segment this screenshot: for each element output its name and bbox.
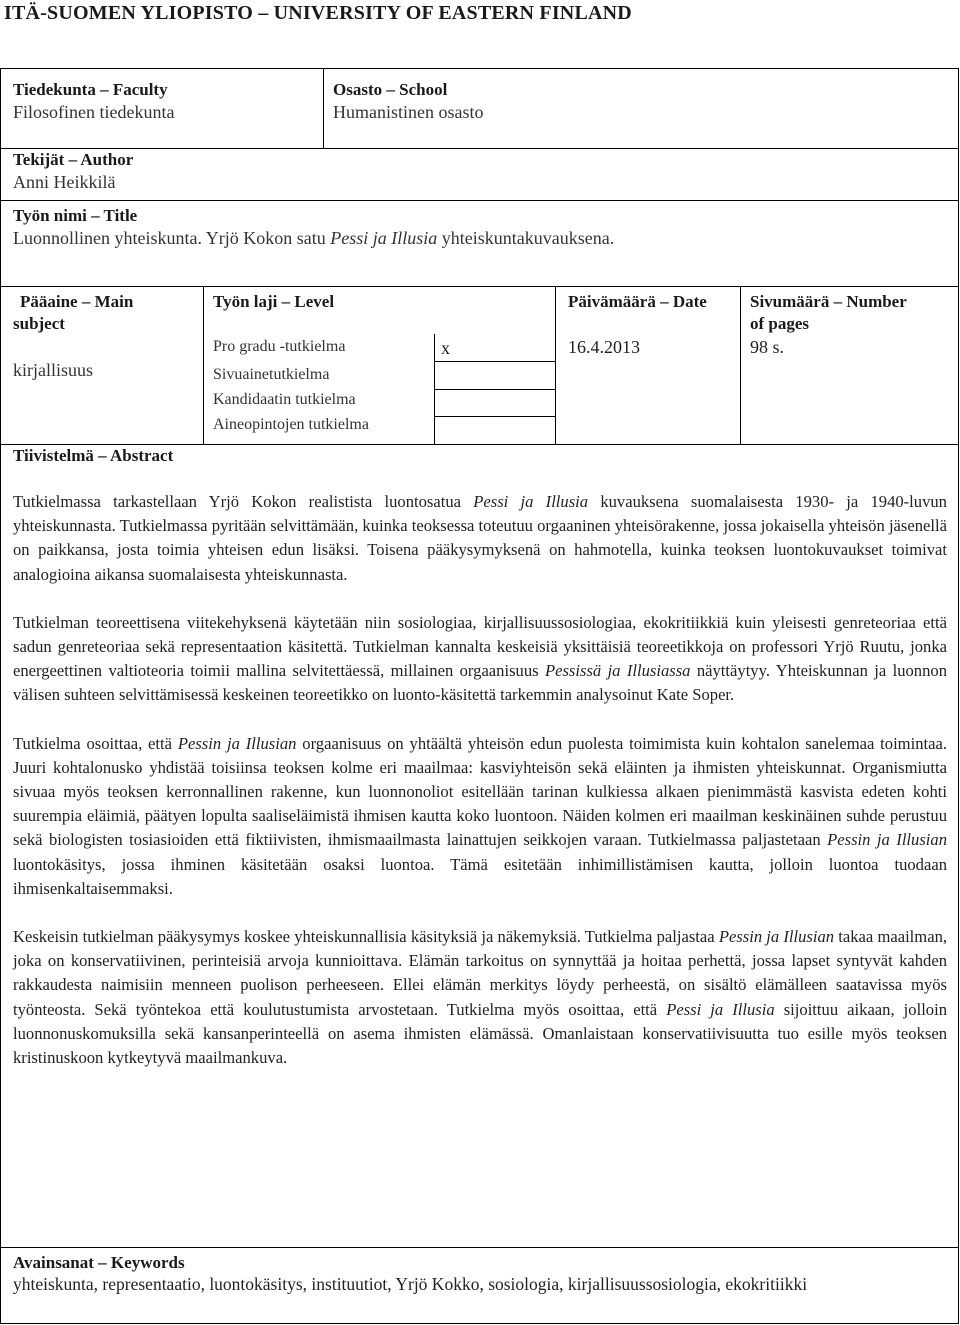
subject-value: kirjallisuus <box>13 360 93 380</box>
subject-divider <box>203 286 204 444</box>
faculty-value: Filosofinen tiedekunta <box>13 102 175 122</box>
pages-label-line1: Sivumäärä – Number <box>750 292 907 311</box>
author-value: Anni Heikkilä <box>13 172 116 192</box>
abstract-paragraph-1: Tutkielmassa tarkastellaan Yrjö Kokon realistista luontosatua Pessi ja Illusia kuvauksena suomalaisesta 1930- ja 1940-luvun yhteiskunnasta. Tutkielmassa pyritään selvittämään, kuinka teoksessa toteutuu orgaaninen yhteisörakenne, jossa jokaisella yhteisön jäsenellä on paikkansa, josta toimia yhteisen edun lisäksi. Toisena pääkysymyksenä on hahmotella, kuinka teoksen luontokuvaukset toimivat analogioina aikansa suomalaisesta yhteiskunnasta. <box>13 492 947 584</box>
level-label: Työn laji – Level <box>213 292 335 311</box>
date-label: Päivämäärä – Date <box>568 292 707 311</box>
row-divider-2 <box>0 200 958 201</box>
abstract-label: Tiivistelmä – Abstract <box>13 446 174 465</box>
level-option-pro-gradu: Pro gradu -tutkielma <box>213 338 346 355</box>
author-label: Tekijät – Author <box>13 150 134 169</box>
pages-value: 98 s. <box>750 337 785 357</box>
level-option-sivuaine: Sivuainetutkielma <box>213 366 330 383</box>
level-row-line-3 <box>434 416 556 417</box>
school-value: Humanistinen osasto <box>333 102 484 122</box>
title-value-part2: yhteiskuntakuvauksena. <box>437 228 615 248</box>
faculty-label: Tiedekunta – Faculty <box>13 80 168 99</box>
title-value-part1: Luonnollinen yhteiskunta. Yrjö Kokon satu <box>13 228 331 248</box>
title-value <box>13 228 614 249</box>
level-option-kandidaatin: Kandidaatin tutkielma <box>213 391 356 408</box>
row-divider-1 <box>0 148 958 149</box>
level-mark-divider-right <box>555 286 556 444</box>
title-value-italic: Pessi ja Illusia <box>330 228 438 248</box>
subject-label-line2: subject <box>13 314 65 333</box>
date-pages-divider <box>740 286 741 444</box>
subject-label-line1: Pääaine – Main <box>20 292 134 311</box>
keywords-value: yhteiskunta, representaatio, luontokäsitys, instituutiot, Yrjö Kokko, sosiologia, kirjallisuussosiologia, ekokritiikki <box>13 1274 808 1294</box>
level-row-line-1 <box>434 361 556 362</box>
abstract-paragraph-2: Tutkielman teoreettisena viitekehyksenä käytetään niin sosiologiaa, kirjallisuussosiologiaa, ekokritiikkiä kuin yleisesti genreteoriaa että sadun genreteoriaa sekä representaation käsitettä. Tutkielman kannalta keskeisiä yksittäisiä teoreetikkoja on professori Yrjö Ruutu, jonka energeettinen valtioteoria toimii mallina selvitettäessä, millainen orgaanisuus Pessissä ja Illusiassa näyttäytyy. Yhteiskunnan ja luonnon välisen suhteen selvittämisessä keskeinen teoreetikko on luonto-käsitettä tarkemmin analysoinut Kate Soper. <box>13 612 947 705</box>
abstract-paragraph-4: Keskeisin tutkielman pääkysymys koskee yhteiskunnallisia käsityksiä ja näkemyksiä. Tutkielma paljastaa Pessin ja Illusian takaa maailman, joka on konservatiivinen, perinteisiä arvoja kunnioittava. Elämän tarkoitus on synnyttää ja hoitaa perhettä, jossa lapset syntyvät kahden rakkaudesta naimisiin menneen puolison perheeseen. Ellei elämän merkitys löydy perheestä, on sisältö elämälleen saatavissa myös työnteosta. Sekä työntekoa että koulutustumista arvostetaan. Tutkielma myös osoittaa, että Pessi ja Illusia sijoittuu aikaan, jolloin luonnonuskomuksilla sekä kansanperinteellä on asema ihmisten elämässä. Omanlaistaan konservatiivisuutta tuo esille myös teoksen kristinuskoon kytkeytyvä maailmankuva. <box>13 927 948 1068</box>
level-row-line-2 <box>434 389 556 390</box>
school-label: Osasto – School <box>333 80 448 99</box>
title-label: Työn nimi – Title <box>13 206 138 225</box>
date-value: 16.4.2013 <box>568 337 640 357</box>
pages-label-line2: of pages <box>750 314 810 333</box>
keywords-label: Avainsanat – Keywords <box>13 1253 185 1272</box>
abstract-paragraph-3: Tutkielma osoittaa, että Pessin ja Illusian orgaanisuus on yhtäältä yhteisön edun puolesta toimimista kuin kohtalon sanelemaa toimintaa. Juuri kohtalonusko yhdistää toisiinsa teoksen kolme eri maailmaa: kasviyhteisön sekä eläinten ja ihmisten yhteiskunnat. Organismiutta sivuaa myös teoksen kerronnallinen rakenne, kun luonnonoliot esitellään tarinan kulkiessa alkaen pienimmästä kasvista edeten kohti suurempia eläimiä, päätyen lopulta saaliseläimistä ihmisen kautta koko luontoon. Näiden kolmen eri maailman keskinäinen suhde perustuu sekä biologisten tosiasioiden että fiktiivisten, ihmismaailmasta lainattujen seikkojen varaan. Tutkielmassa paljastetaan Pessin ja Illusian luontokäsitys, jossa ihminen käsitetään osaksi luontoa. Tämä esitetään inhimillistämisen kautta, jolloin luontoa tuodaan ihmisenkaltaisemmaksi. <box>13 733 947 898</box>
row-divider-keywords <box>0 1247 958 1248</box>
level-mark-pro-gradu: x <box>441 338 450 358</box>
faculty-school-divider <box>323 68 324 148</box>
level-option-aineopintojen: Aineopintojen tutkielma <box>213 416 369 433</box>
row-divider-4 <box>0 444 958 445</box>
university-header: ITÄ-SUOMEN YLIOPISTO – UNIVERSITY OF EASTERN FINLAND <box>4 2 632 24</box>
abstract-body <box>13 490 947 1094</box>
row-divider-3 <box>0 286 958 287</box>
